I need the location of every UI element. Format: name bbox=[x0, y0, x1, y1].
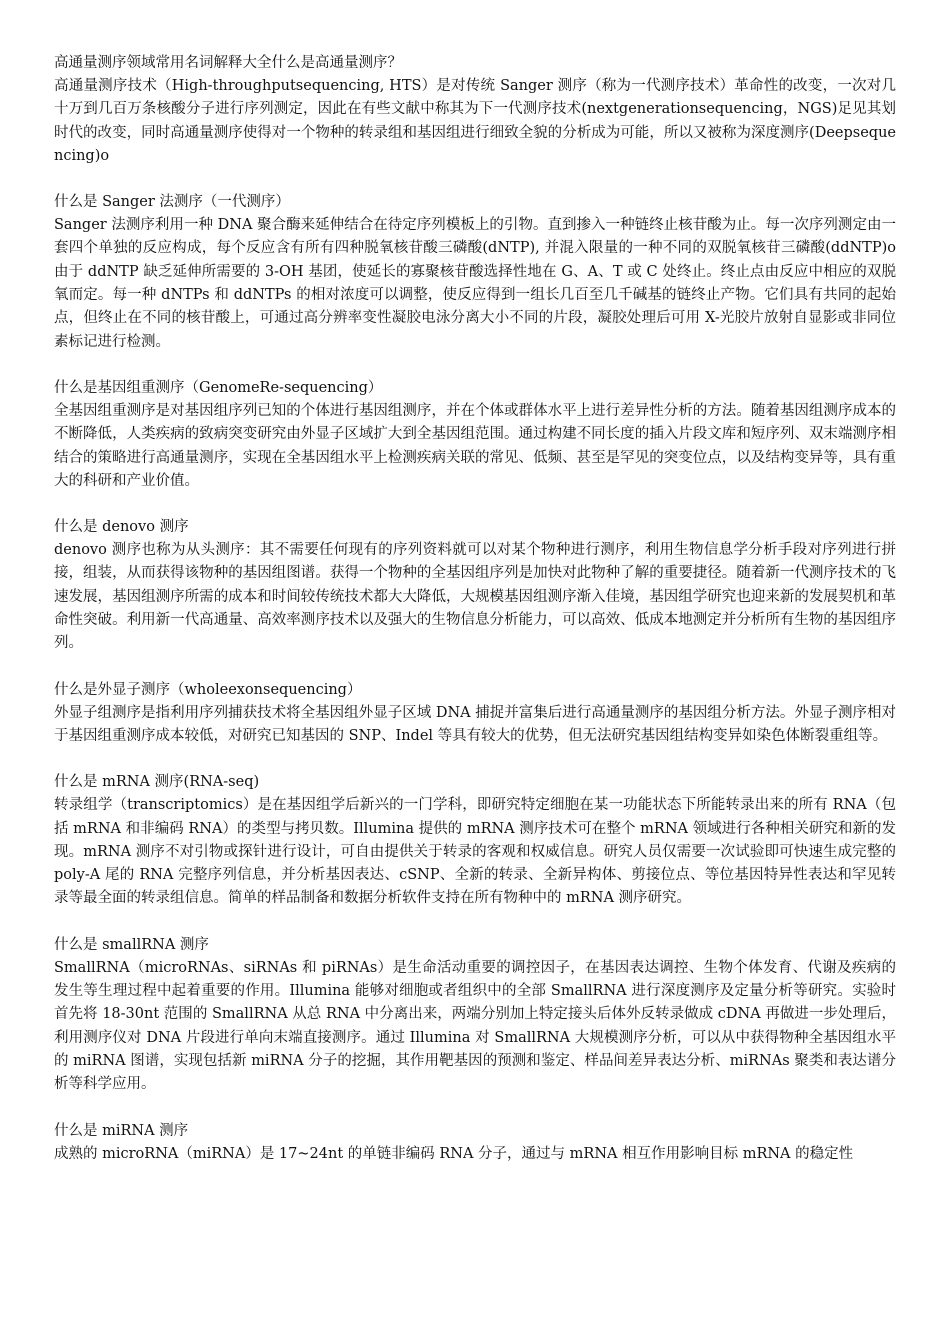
section-heading: 什么是外显子测序（wholeexonsequencing） bbox=[54, 681, 362, 698]
section-intro bbox=[54, 75, 896, 168]
section-body: 成熟的 microRNA（miRNA）是 17~24nt 的单链非编码 RNA 分子，通过与 mRNA 相互作用影响目标 mRNA 的稳定性 bbox=[54, 1145, 854, 1162]
section-body: Sanger 法测序利用一种 DNA 聚合酶来延伸结合在待定序列模板上的引物。直到掺入一种链终止核苷酸为止。每一次序列测定由一套四个单独的反应构成，每个反应含有所有四种脱氧核苷酸三磷酸(dNTP), 并混入限量的一种不同的双脱氧核苷三磷酸(ddNTP)o 由于 ddNTP 缺乏延伸所需要的 3-OH 基团，使延长的寡聚核苷酸选择性地在 G、A、T 或 C 处终止。终止点由反应中相应的双脱氧而定。每一种 dNTPs 和 ddNTPs 的相对浓度可以调整，使反应得到一组长几百至几千碱基的链终止产物。它们具有共同的起始点，但终止在不同的核苷酸上，可通过高分辨率变性凝胶电泳分离大小不同的片段，凝胶处理后可用 X-光胶片放射自显影或非同位素标记进行检测。 bbox=[54, 217, 896, 350]
section-body: denovo 测序也称为从头测序：其不需要任何现有的序列资料就可以对某个物种进行测序，利用生物信息学分析手段对序列进行拼接，组装，从而获得该物种的基因组图谱。获得一个物种的全基因组序列是加快对此物种了解的重要捷径。随着新一代测序技术的飞速发展，基因组测序所需的成本和时间较传统技术都大大降低，大规模基因组测序渐入佳境，基因组学研究也迎来新的发展契机和革命性突破。利用新一代高通量、高效率测序技术以及强大的生物信息分析能力，可以高效、低成本地测定并分析所有生物的基因组序列。 bbox=[54, 542, 896, 652]
section-sanger bbox=[54, 191, 896, 354]
section-body: SmallRNA（microRNAs、siRNAs 和 piRNAs）是生命活动重要的调控因子，在基因表达调控、生物个体发育、代谢及疾病的发生等生理过程中起着重要的作用。Illumina 能够对细胞或者组织中的全部 SmallRNA 进行深度测序及定量分析等研究。实验时首先将 18-30nt 范围的 SmallRNA 从总 RNA 中分离出来，两端分别加上特定接头后体外反转录做成 cDNA 再做进一步处理后，利用测序仪对 DNA 片段进行单向末端直接测序。通过 Illumina 对 SmallRNA 大规模测序分析，可以从中获得物种全基因组水平的 miRNA 图谱，实现包括新 miRNA 分子的挖掘，其作用靶基因的预测和鉴定、样品间差异表达分析、miRNAs 聚类和表达谱分析等科学应用。 bbox=[54, 959, 896, 1093]
section-smallrna bbox=[54, 934, 896, 1097]
section-genome-resequencing bbox=[54, 377, 896, 493]
section-denovo bbox=[54, 516, 896, 655]
section-heading: 什么是 smallRNA 测序 bbox=[54, 936, 209, 953]
section-body: 外显子组测序是指利用序列捕获技术将全基因组外显子区域 DNA 捕捉并富集后进行高通量测序的基因组分析方法。外显子测序相对于基因组重测序成本较低，对研究已知基因的 SNP、Indel 等具有较大的优势，但无法研究基因组结构变异如染色体断裂重组等。 bbox=[54, 704, 896, 744]
section-exome bbox=[54, 679, 896, 749]
section-body: 转录组学（transcriptomics）是在基因组学后新兴的一门学科，即研究特定细胞在某一功能状态下所能转录出来的所有 RNA（包括 mRNA 和非编码 RNA）的类型与拷贝数。Illumina 提供的 mRNA 测序技术可在整个 mRNA 领域进行各种相关研究和新的发现。mRNA 测序不对引物或探针进行设计，可自由提供关于转录的客观和权威信息。研究人员仅需要一次试验即可快速生成完整的 poly-A 尾的 RNA 完整序列信息，并分析基因表达、cSNP、全新的转录、全新异构体、剪接位点、等位基因特异性表达和罕见转录等最全面的转录组信息。简单的样品制备和数据分析软件支持在所有物种中的 mRNA 测序研究。 bbox=[54, 797, 896, 907]
section-heading: 什么是 miRNA 测序 bbox=[54, 1122, 189, 1139]
section-mrna-seq bbox=[54, 771, 896, 910]
section-heading: 什么是 denovo 测序 bbox=[54, 519, 189, 536]
document-title: 高通量测序领域常用名词解释大全什么是高通量测序？ bbox=[54, 55, 402, 71]
section-mirna bbox=[54, 1120, 896, 1166]
section-body: 全基因组重测序是对基因组序列已知的个体进行基因组测序，并在个体或群体水平上进行差异性分析的方法。随着基因组测序成本的不断降低，人类疾病的致病突变研究由外显子区域扩大到全基因组范围。通过构建不同长度的插入片段文库和短序列、双末端测序相结合的策略进行高通量测序，实现在全基因组水平上检测疾病关联的常见、低频、甚至是罕见的突变位点，以及结构变异等，具有重大的科研和产业价值。 bbox=[54, 402, 896, 489]
section-heading: 什么是 Sanger 法测序（一代测序） bbox=[54, 194, 290, 211]
section-heading: 什么是基因组重测序（GenomeRe-sequencing） bbox=[54, 379, 383, 396]
section-body: 高通量测序技术（High-throughputsequencing, HTS）是对传统 Sanger 测序（称为一代测序技术）革命性的改变，一次对几十万到几百万条核酸分子进行序列测定，因此在有些文献中称其为下一代测序技术(nextgenerationsequencing，NGS)足见其划时代的改变，同时高通量测序使得对一个物种的转录组和基因组进行细致全貌的分析成为可能，所以又被称为深度测序(Deepsequencing)o bbox=[54, 78, 896, 164]
section-heading: 什么是 mRNA 测序(RNA-seq) bbox=[54, 774, 260, 791]
